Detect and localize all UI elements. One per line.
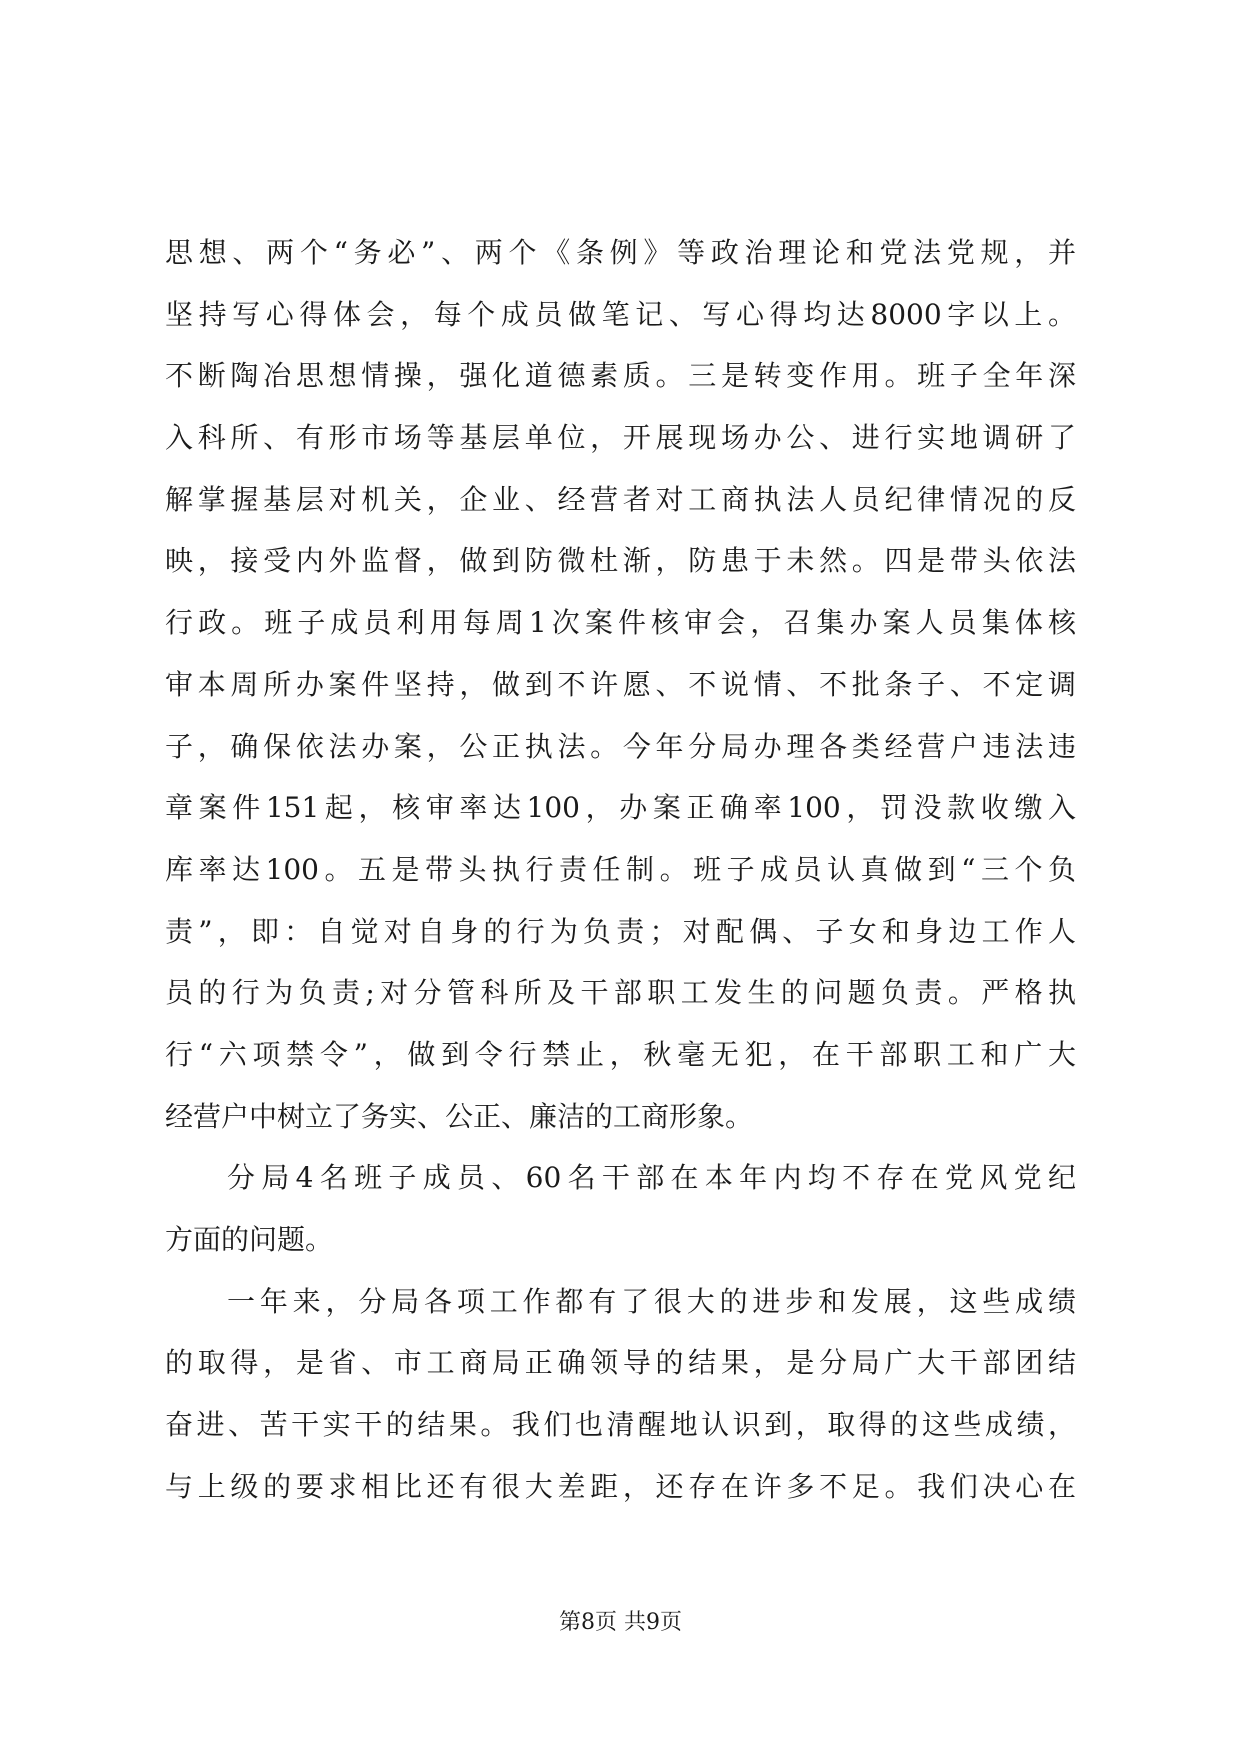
page-number-footer: 第8页 共9页: [559, 1610, 682, 1635]
text-line: 奋进、苦干实干的结果。我们也清醒地认识到，取得的这些成绩，: [165, 1408, 1076, 1442]
text-line: 的取得，是省、市工商局正确领导的结果，是分局广大干部团结: [165, 1346, 1076, 1380]
text-line: 行“六项禁令”，做到令行禁止，秋毫无犯，在干部职工和广大: [165, 1037, 1076, 1071]
text-line: 章案件151起，核审率达100，办案正确率100，罚没款收缴入: [165, 791, 1076, 825]
text-line: 与上级的要求相比还有很大差距，还存在许多不足。我们决心在: [165, 1469, 1076, 1503]
document-body: [165, 222, 1076, 1517]
text-line: 入科所、有形市场等基层单位，开展现场办公、进行实地调研了: [165, 421, 1076, 455]
text-line: 解掌握基层对机关，企业、经营者对工商执法人员纪律情况的反: [165, 482, 1076, 516]
paragraph-first-line: 分局4名班子成员、60名干部在本年内均不存在党风党纪: [227, 1161, 1076, 1195]
text-line: 思想、两个“务必”、两个《条例》等政治理论和党法党规，并: [165, 236, 1076, 269]
text-line: 库率达100。五是带头执行责任制。班子成员认真做到“三个负: [165, 852, 1076, 886]
text-line: 坚持写心得体会，每个成员做笔记、写心得均达8000字以上。: [165, 297, 1076, 331]
text-line: 责”，即：自觉对自身的行为负责；对配偶、子女和身边工作人: [165, 914, 1076, 948]
text-line: 不断陶冶思想情操，强化道德素质。三是转变作用。班子全年深: [165, 359, 1076, 393]
text-line: 经营户中树立了务实、公正、廉洁的工商形象。: [165, 1099, 754, 1133]
text-line: 子，确保依法办案，公正执法。今年分局办理各类经营户违法违: [165, 729, 1076, 763]
text-line: 行政。班子成员利用每周1次案件核审会，召集办案人员集体核: [165, 606, 1076, 640]
text-line: 员的行为负责;对分管科所及干部职工发生的问题负责。严格执: [165, 976, 1076, 1010]
paragraph-first-line: 一年来，分局各项工作都有了很大的进步和发展，这些成绩: [227, 1284, 1076, 1318]
text-line: 映，接受内外监督，做到防微杜渐，防患于未然。四是带头依法: [165, 544, 1076, 578]
text-line: 审本周所办案件坚持，做到不许愿、不说情、不批条子、不定调: [165, 667, 1076, 701]
text-line: 方面的问题。: [165, 1223, 334, 1256]
